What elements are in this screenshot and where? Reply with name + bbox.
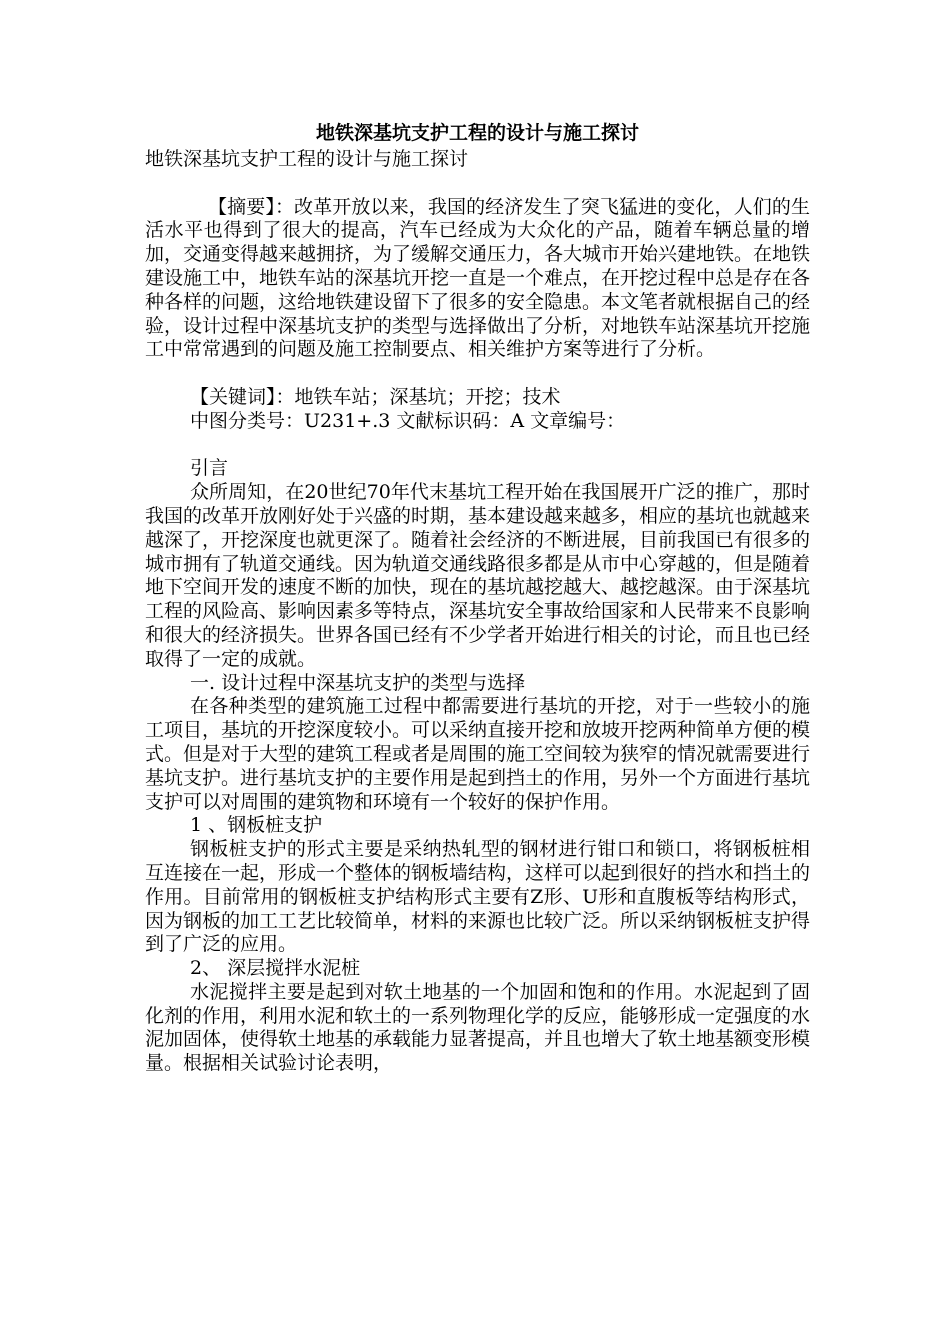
- spacer: [145, 172, 810, 196]
- intro-paragraph: 众所周知，在20世纪70年代末基坑工程开始在我国展开广泛的推广，那时我国的改革开放刚好处于兴盛的时期，基本建设越来越多，相应的基坑也就越来越深了，开挖深度也就更深了。随着社会经济的不断进展，目前我国已有很多的城市拥有了轨道交通线。因为轨道交通线路很多都是从市中心穿越的，但是随着地下空间开发的速度不断的加快，现在的基坑越挖越大、越挖越深。由于深基坑工程的风险高、影响因素多等特点，深基坑安全事故给国家和人民带来不良影响和很大的经济损失。世界各国已经有不少学者开始进行相关的讨论，而且也已经取得了一定的成就。: [145, 481, 811, 670]
- abstract-paragraph: 【摘要】：改革开放以来，我国的经济发生了突飞猛进的变化，人们的生活水平也得到了很大的提高，汽车已经成为大众化的产品，随着车辆总量的增加，交通变得越来越拥挤，为了缓解交通压力，各大城市开始兴建地铁。在地铁建设施工中，地铁车站的深基坑开挖一直是一个难点，在开挖过程中总是存在各种各样的问题，这给地铁建设留下了很多的安全隐患。本文笔者就根据自己的经验，设计过程中深基坑支护的类型与选择做出了分析，对地铁车站深基坑开挖施工中常常遇到的问题及施工控制要点、相关维护方案等进行了分析。: [145, 195, 811, 361]
- spacer: [145, 434, 810, 458]
- intro-heading: 引言: [190, 457, 229, 480]
- subsection2-heading: 2、 深层搅拌水泥桩: [190, 957, 361, 980]
- section1-heading: 一. 设计过程中深基坑支护的类型与选择: [190, 671, 526, 694]
- document-title: 地铁深基坑支护工程的设计与施工探讨: [315, 122, 639, 144]
- document-subtitle: 地铁深基坑支护工程的设计与施工探讨: [145, 148, 469, 170]
- spacer: [145, 362, 810, 386]
- section1-paragraph: 在各种类型的建筑施工过程中都需要进行基坑的开挖，对于一些较小的施工项目，基坑的开挖深度较小。可以采纳直接开挖和放坡开挖两种简单方便的模式。但是对于大型的建筑工程或者是周围的施工空间较为狭窄的情况就需要进行基坑支护。进行基坑支护的主要作用是起到挡土的作用，另外一个方面进行基坑支护可以对周围的建筑物和环境有一个较好的保护作用。: [145, 695, 811, 813]
- document-body: [145, 118, 810, 1076]
- subsection1-paragraph: 钢板桩支护的形式主要是采纳热轧型的钢材进行钳口和锁口，将钢板桩相互连接在一起，形成一个整体的钢板墙结构，这样可以起到很好的挡水和挡土的作用。目前常用的钢板桩支护结构形式主要有Z形、U形和直腹板等结构形式，因为钢板的加工工艺比较简单，材料的来源也比较广泛。所以采纳钢板桩支护得到了广泛的应用。: [145, 838, 811, 956]
- subsection1-heading: 1 、钢板桩支护: [190, 814, 323, 837]
- keywords-line: 【关键词】：地铁车站；深基坑；开挖；技术: [190, 385, 561, 408]
- subsection2-paragraph: 水泥搅拌主要是起到对软土地基的一个加固和饱和的作用。水泥起到了固化剂的作用，利用水泥和软土的一系列物理化学的反应，能够形成一定强度的水泥加固体，使得软土地基的承载能力显著提高，并且也增大了软土地基额变形模量。根据相关试验讨论表明，: [145, 980, 811, 1075]
- classification-line: 中图分类号：U231+.3 文献标识码：A 文章编号：: [190, 409, 626, 432]
